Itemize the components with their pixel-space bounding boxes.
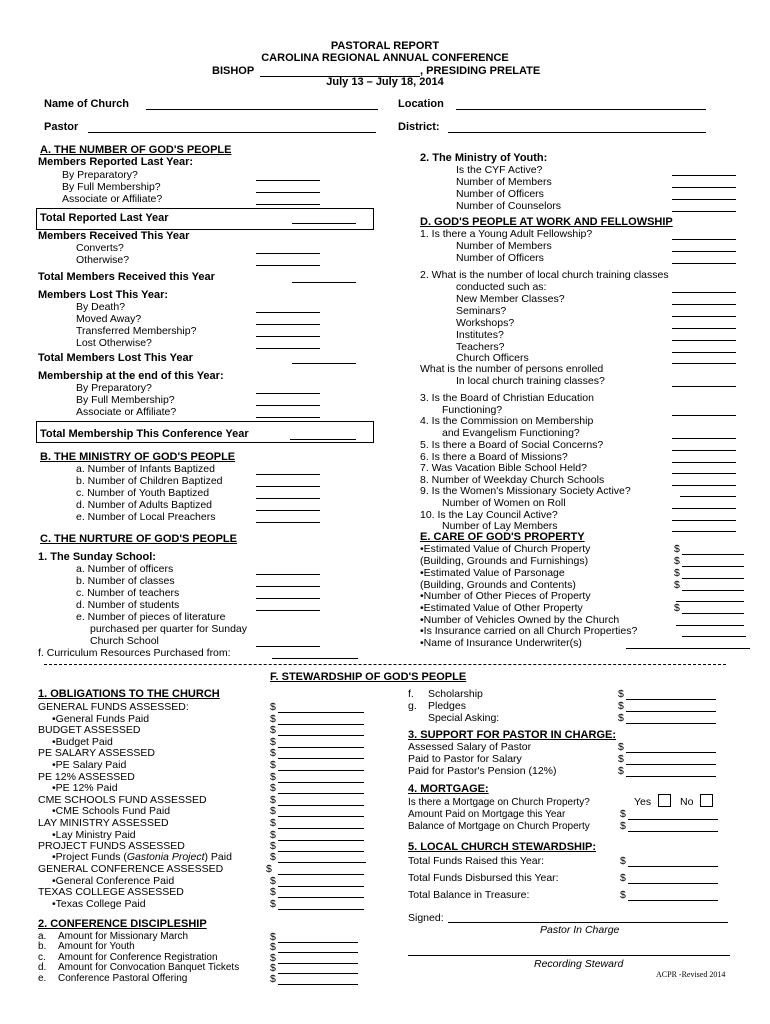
by-death-field[interactable] bbox=[256, 312, 320, 313]
no-checkbox[interactable] bbox=[700, 794, 713, 807]
discipleship-field-4[interactable] bbox=[278, 984, 358, 985]
students-label: d. Number of students bbox=[76, 599, 180, 611]
discipleship-label-0: Amount for Missionary March bbox=[58, 931, 189, 942]
church-school-label: Church School bbox=[90, 635, 159, 647]
obligation2-field-2[interactable] bbox=[278, 897, 364, 898]
obligation-field-11[interactable] bbox=[278, 840, 364, 841]
obligation-dollar-9: $ bbox=[270, 805, 276, 818]
total-conference-label: Total Membership This Conference Year bbox=[40, 428, 249, 440]
funds-disbursed-label: Total Funds Disbursed this Year: bbox=[408, 872, 559, 884]
vehicles-label: •Number of Vehicles Owned by the Church bbox=[420, 614, 620, 626]
training-teachers-field[interactable] bbox=[672, 352, 736, 353]
treasure-balance-label: Total Balance in Treasure: bbox=[408, 889, 530, 901]
otherwise-label: Otherwise? bbox=[76, 254, 130, 266]
obligation-dollar-8: $ bbox=[270, 793, 276, 806]
obligation-field-4[interactable] bbox=[278, 758, 364, 759]
pension-label: Paid for Pastor's Pension (12%) bbox=[408, 765, 557, 777]
church-property-cont-field[interactable] bbox=[682, 566, 744, 567]
pledges-dollar: $ bbox=[618, 700, 624, 712]
scholarship-field[interactable] bbox=[626, 699, 716, 700]
moved-away-label: Moved Away? bbox=[76, 313, 142, 325]
by-preparatory-end-label: By Preparatory? bbox=[76, 382, 152, 394]
obligation-label-4: PE SALARY ASSESSED bbox=[38, 747, 155, 760]
discipleship-label-3: Amount for Convocation Banquet Tickets bbox=[58, 962, 240, 974]
sunday-school-heading: 1. The Sunday School: bbox=[38, 551, 156, 563]
district-label: District: bbox=[398, 121, 440, 133]
project-funds-paid-field[interactable] bbox=[278, 862, 366, 863]
discipleship-field-3[interactable] bbox=[278, 973, 358, 974]
paid-salary-field[interactable] bbox=[626, 764, 716, 765]
adults-baptized-label: d. Number of Adults Baptized bbox=[76, 499, 212, 511]
infants-baptized-field[interactable] bbox=[256, 474, 320, 475]
funds-disbursed-dollar: $ bbox=[620, 872, 626, 884]
social-concerns-field[interactable] bbox=[672, 450, 736, 451]
seminars-field[interactable] bbox=[672, 316, 736, 317]
obligation-field-6[interactable] bbox=[278, 782, 364, 783]
special-asking-dollar: $ bbox=[618, 712, 624, 724]
ya-officers-label: Number of Officers bbox=[456, 252, 544, 264]
social-concerns-label: 5. Is there a Board of Social Concerns? bbox=[420, 439, 604, 451]
youth-members-label: Number of Members bbox=[456, 176, 552, 188]
obligation2-field-1[interactable] bbox=[278, 886, 364, 887]
by-full-membership-end-label: By Full Membership? bbox=[76, 394, 175, 406]
discipleship-heading: 2. CONFERENCE DISCIPLESHIP bbox=[38, 918, 207, 930]
obligation-label-6: PE 12% ASSESSED bbox=[38, 770, 135, 783]
obligation-field-8[interactable] bbox=[278, 805, 364, 806]
paid-salary-dollar: $ bbox=[618, 753, 624, 765]
discipleship-letter-0: a. bbox=[38, 931, 47, 942]
otherwise-field[interactable] bbox=[256, 265, 320, 266]
christian-ed-field[interactable] bbox=[672, 415, 736, 416]
obligation-label-5: •PE Salary Paid bbox=[52, 759, 127, 771]
church-officers-field[interactable] bbox=[672, 363, 736, 364]
lost-heading: Members Lost This Year: bbox=[38, 289, 169, 301]
membership-commission-cont: and Evangelism Functioning? bbox=[442, 427, 580, 439]
children-baptized-label: b. Number of Children Baptized bbox=[76, 475, 223, 487]
church-property-dollar: $ bbox=[674, 543, 680, 555]
project-funds-paid-label: •Project Funds (Gastonia Project) Paid bbox=[52, 851, 232, 863]
discipleship-dollar-2: $ bbox=[270, 951, 276, 964]
officers-label: a. Number of officers bbox=[76, 563, 174, 575]
obligation2-dollar-1: $ bbox=[270, 874, 276, 887]
insurance-field[interactable] bbox=[682, 636, 746, 637]
moved-away-field[interactable] bbox=[256, 324, 320, 325]
yes-label: Yes bbox=[634, 796, 652, 808]
obligation-field-1[interactable] bbox=[278, 724, 364, 725]
total-received-field[interactable] bbox=[292, 282, 356, 283]
women-roll-field[interactable] bbox=[672, 508, 736, 509]
total-lost-field[interactable] bbox=[292, 363, 356, 364]
insurance-label: •Is Insurance carried on all Church Properties? bbox=[420, 625, 638, 637]
ya-members-label: Number of Members bbox=[456, 240, 552, 252]
form-title: PASTORAL REPORT bbox=[330, 40, 440, 52]
enrolled-field[interactable] bbox=[672, 386, 736, 387]
scholarship-letter: f. bbox=[408, 688, 414, 700]
cyf-active-field[interactable] bbox=[672, 175, 736, 176]
associate-field[interactable] bbox=[256, 204, 320, 205]
literature-label: e. Number of pieces of literature bbox=[76, 611, 226, 623]
other-value-dollar: $ bbox=[674, 602, 680, 614]
location-field[interactable] bbox=[456, 109, 706, 110]
classes-field[interactable] bbox=[256, 586, 320, 587]
underwriter-label: •Name of Insurance Underwriter(s) bbox=[420, 637, 582, 649]
funds-raised-label: Total Funds Raised this Year: bbox=[408, 855, 544, 867]
church-name-field[interactable] bbox=[146, 109, 378, 110]
pledges-letter: g. bbox=[408, 700, 417, 712]
by-preparatory-end-field[interactable] bbox=[256, 393, 320, 394]
officers-field[interactable] bbox=[256, 574, 320, 575]
section-divider bbox=[44, 664, 726, 665]
obligation-field-10[interactable] bbox=[278, 828, 364, 829]
converts-field[interactable] bbox=[256, 253, 320, 254]
discipleship-label-4: Conference Pastoral Offering bbox=[58, 972, 188, 984]
obligation-label-11: •Lay Ministry Paid bbox=[52, 828, 136, 841]
transferred-field[interactable] bbox=[256, 336, 320, 337]
project-funds-paid-dollar: $ bbox=[270, 851, 276, 863]
discipleship-dollar-0: $ bbox=[270, 931, 276, 943]
converts-label: Converts? bbox=[76, 242, 124, 254]
youth-heading: 2. The Ministry of Youth: bbox=[420, 152, 548, 164]
church-property-label: •Estimated Value of Church Property bbox=[420, 543, 591, 555]
other-value-label: •Estimated Value of Other Property bbox=[420, 602, 583, 614]
classes-label: b. Number of classes bbox=[76, 575, 175, 587]
vbs-label: 7. Was Vacation Bible School Held? bbox=[420, 462, 587, 474]
young-adult-label: 1. Is there a Young Adult Fellowship? bbox=[420, 228, 593, 240]
obligation-label-9: •CME Schools Fund Paid bbox=[52, 805, 171, 818]
assessed-salary-label: Assessed Salary of Pastor bbox=[408, 741, 532, 753]
women-roll-label: Number of Women on Roll bbox=[442, 497, 566, 509]
location-label: Location bbox=[398, 98, 444, 110]
section-f-title: F. STEWARDSHIP OF GOD'S PEOPLE bbox=[270, 671, 467, 683]
scholarship-label: Scholarship bbox=[428, 688, 483, 700]
other-pieces-field[interactable] bbox=[676, 601, 744, 602]
vbs-field[interactable] bbox=[672, 473, 736, 474]
teachers-label: c. Number of teachers bbox=[76, 587, 180, 599]
parsonage-cont-dollar: $ bbox=[674, 579, 680, 591]
by-full-membership-field[interactable] bbox=[256, 192, 320, 193]
obligation2-dollar-3: $ bbox=[270, 897, 276, 910]
discipleship-field-0[interactable] bbox=[278, 942, 358, 943]
obligation-label-7: •PE 12% Paid bbox=[52, 782, 118, 795]
seminars-label: Seminars? bbox=[456, 305, 507, 317]
other-value-field[interactable] bbox=[682, 613, 744, 614]
discipleship-letter-1: b. bbox=[38, 941, 47, 953]
total-reported-label: Total Reported Last Year bbox=[40, 212, 169, 224]
presiding-prelate-label: , PRESIDING PRELATE bbox=[420, 65, 541, 77]
obligation-field-2[interactable] bbox=[278, 735, 364, 736]
lay-members-field[interactable] bbox=[672, 531, 736, 532]
local-preachers-label: e. Number of Local Preachers bbox=[76, 511, 216, 523]
ya-officers-field[interactable] bbox=[672, 263, 736, 264]
christian-ed-label: 3. Is the Board of Christian Education bbox=[420, 392, 594, 404]
signed-label: Signed: bbox=[408, 912, 444, 924]
reported-last-year-heading: Members Reported Last Year: bbox=[38, 156, 194, 168]
conference-name: CAROLINA REGIONAL ANNUAL CONFERENCE bbox=[261, 52, 509, 64]
obligation-dollar-4: $ bbox=[270, 747, 276, 760]
youth-counselors-field[interactable] bbox=[672, 211, 736, 212]
wms-label: 9. Is the Women's Missionary Society Active? bbox=[420, 485, 631, 497]
obligation-label-12: PROJECT FUNDS ASSESSED bbox=[38, 840, 185, 853]
section-b-title: B. THE MINISTRY OF GOD'S PEOPLE bbox=[40, 451, 236, 463]
obligation-dollar-10: $ bbox=[270, 817, 276, 829]
by-full-membership-label: By Full Membership? bbox=[62, 181, 161, 193]
obligation-field-3[interactable] bbox=[278, 747, 364, 748]
section-e-title: E. CARE OF GOD'S PROPERTY bbox=[420, 531, 585, 543]
mortgage-paid-field[interactable] bbox=[628, 819, 718, 820]
conference-dates: July 13 – July 18, 2014 bbox=[326, 76, 444, 88]
workshops-field[interactable] bbox=[672, 328, 736, 329]
discipleship-label-1: Amount for Youth bbox=[58, 941, 135, 953]
obligation-dollar-2: $ bbox=[270, 724, 276, 737]
recording-steward-caption: Recording Steward bbox=[534, 958, 624, 970]
youth-members-field[interactable] bbox=[672, 187, 736, 188]
special-asking-label: Special Asking: bbox=[428, 712, 500, 724]
no-label: No bbox=[680, 796, 694, 808]
lost-otherwise-label: Lost Otherwise? bbox=[76, 337, 152, 349]
obligation-label-8: CME SCHOOLS FUND ASSESSED bbox=[38, 793, 207, 806]
assessed-salary-field[interactable] bbox=[626, 752, 716, 753]
new-member-classes-label: New Member Classes? bbox=[456, 293, 565, 305]
church-name-label: Name of Church bbox=[44, 98, 129, 110]
weekday-schools-label: 8. Number of Weekday Church Schools bbox=[420, 474, 605, 486]
ya-members-field[interactable] bbox=[672, 251, 736, 252]
parsonage-cont-field[interactable] bbox=[682, 590, 744, 591]
associate-label: Associate or Affiliate? bbox=[62, 193, 163, 205]
steward-signature-field[interactable] bbox=[408, 955, 730, 956]
parsonage-dollar: $ bbox=[674, 567, 680, 579]
obligation2-label-2: TEXAS COLLEGE ASSESSED bbox=[38, 886, 184, 899]
training-classes-field[interactable] bbox=[672, 292, 736, 293]
funds-disbursed-field[interactable] bbox=[628, 883, 718, 884]
obligation2-label-3: •Texas College Paid bbox=[52, 897, 146, 910]
scholarship-dollar: $ bbox=[618, 688, 624, 700]
obligation-label-10: LAY MINISTRY ASSESSED bbox=[38, 817, 169, 829]
youth-counselors-label: Number of Counselors bbox=[456, 200, 562, 212]
youth-baptized-label: c. Number of Youth Baptized bbox=[76, 487, 210, 499]
total-conference-field[interactable] bbox=[290, 439, 356, 440]
obligation-dollar-6: $ bbox=[270, 770, 276, 783]
infants-baptized-label: a. Number of Infants Baptized bbox=[76, 463, 215, 475]
missions-field[interactable] bbox=[672, 462, 736, 463]
children-baptized-field[interactable] bbox=[256, 486, 320, 487]
total-reported-field[interactable] bbox=[292, 223, 356, 224]
discipleship-label-2: Amount for Conference Registration bbox=[58, 951, 218, 963]
by-preparatory-label: By Preparatory? bbox=[62, 169, 138, 181]
received-heading: Members Received This Year bbox=[38, 230, 190, 242]
lay-council-label: 10. Is the Lay Council Active? bbox=[420, 509, 558, 521]
institutes-label: Institutes? bbox=[456, 329, 504, 341]
church-property-cont-dollar: $ bbox=[674, 555, 680, 567]
obligation-label-2: BUDGET ASSESSED bbox=[38, 724, 141, 737]
training-teachers-label: Teachers? bbox=[456, 341, 505, 353]
parsonage-label: •Estimated Value of Parsonage bbox=[420, 567, 565, 579]
literature-label-cont: purchased per quarter for Sunday bbox=[90, 623, 248, 635]
obligation-dollar-12: $ bbox=[270, 840, 276, 853]
youth-officers-field[interactable] bbox=[672, 199, 736, 200]
underwriter-field[interactable] bbox=[626, 648, 750, 649]
discipleship-letter-2: c. bbox=[38, 951, 46, 963]
obligation-dollar-11: $ bbox=[270, 828, 276, 841]
church-officers-label: Church Officers bbox=[456, 352, 529, 364]
literature-field[interactable] bbox=[256, 646, 320, 647]
mortgage-balance-label: Balance of Mortgage on Church Property bbox=[408, 821, 590, 832]
other-pieces-label: •Number of Other Pieces of Property bbox=[420, 590, 591, 602]
pledges-label: Pledges bbox=[428, 700, 466, 712]
by-preparatory-field[interactable] bbox=[256, 180, 320, 181]
obligation-field-0[interactable] bbox=[278, 712, 364, 713]
associate-end-label: Associate or Affiliate? bbox=[76, 406, 177, 418]
membership-commission-label: 4. Is the Commission on Membership bbox=[420, 415, 594, 427]
funds-raised-field[interactable] bbox=[628, 866, 718, 867]
discipleship-dollar-3: $ bbox=[270, 962, 276, 975]
obligation-field-12[interactable] bbox=[278, 851, 364, 852]
associate-end-field[interactable] bbox=[256, 417, 320, 418]
bishop-label: BISHOP bbox=[212, 65, 255, 77]
transferred-label: Transferred Membership? bbox=[76, 325, 197, 337]
pastor-field[interactable] bbox=[88, 132, 376, 133]
institutes-field[interactable] bbox=[672, 340, 736, 341]
obligation2-label-0: GENERAL CONFERENCE ASSESSED bbox=[38, 863, 224, 875]
enrolled-label-cont: In local church training classes? bbox=[456, 375, 605, 387]
discipleship-letter-3: d. bbox=[38, 962, 47, 974]
parsonage-field[interactable] bbox=[682, 578, 744, 579]
training-classes-label: 2. What is the number of local church training classes bbox=[420, 269, 669, 281]
workshops-label: Workshops? bbox=[456, 317, 515, 329]
obligation-label-1: •General Funds Paid bbox=[52, 712, 150, 725]
obligation-dollar-0: $ bbox=[270, 701, 276, 713]
church-property-field[interactable] bbox=[682, 554, 744, 555]
assessed-salary-dollar: $ bbox=[618, 741, 624, 753]
mortgage-balance-field[interactable] bbox=[628, 831, 718, 832]
section-a-title: A. THE NUMBER OF GOD'S PEOPLE bbox=[40, 144, 232, 156]
obligation2-field-3[interactable] bbox=[278, 909, 364, 910]
discipleship-dollar-4: $ bbox=[270, 972, 276, 985]
obligation-label-0: GENERAL FUNDS ASSESSED: bbox=[38, 701, 189, 713]
lost-otherwise-field[interactable] bbox=[256, 348, 320, 349]
membership-end-heading: Membership at the end of this Year: bbox=[38, 370, 224, 382]
treasure-balance-field[interactable] bbox=[628, 900, 718, 901]
young-adult-field[interactable] bbox=[672, 239, 736, 240]
discipleship-field-1[interactable] bbox=[278, 952, 358, 953]
pastor-in-charge-caption: Pastor In Charge bbox=[540, 924, 620, 936]
section-d-title: D. GOD'S PEOPLE AT WORK AND FELLOWSHIP bbox=[420, 216, 673, 228]
pension-dollar: $ bbox=[618, 765, 624, 777]
mortgage-paid-label: Amount Paid on Mortgage this Year bbox=[408, 809, 566, 820]
mortgage-balance-dollar: $ bbox=[620, 820, 626, 832]
discipleship-field-2[interactable] bbox=[278, 963, 358, 964]
parsonage-cont: (Building, Grounds and Contents) bbox=[420, 579, 576, 591]
discipleship-letter-4: e. bbox=[38, 972, 47, 984]
church-property-cont: (Building, Grounds and Furnishings) bbox=[420, 555, 589, 567]
weekday-schools-field[interactable] bbox=[672, 485, 736, 486]
obligation-field-7[interactable] bbox=[278, 793, 364, 794]
adults-baptized-field[interactable] bbox=[256, 510, 320, 511]
training-classes-cont: conducted such as: bbox=[456, 281, 547, 293]
membership-commission-field[interactable] bbox=[672, 438, 736, 439]
youth-baptized-field[interactable] bbox=[256, 498, 320, 499]
lay-council-field[interactable] bbox=[672, 520, 736, 521]
pastor-label: Pastor bbox=[44, 121, 79, 133]
district-field[interactable] bbox=[448, 132, 706, 133]
obligation-dollar-1: $ bbox=[270, 712, 276, 725]
local-stewardship-heading: 5. LOCAL CHURCH STEWARDSHIP: bbox=[408, 841, 597, 853]
funds-raised-dollar: $ bbox=[620, 855, 626, 867]
missions-label: 6. Is there a Board of Missions? bbox=[420, 451, 568, 463]
special-asking-field[interactable] bbox=[626, 723, 716, 724]
obligation-field-5[interactable] bbox=[278, 770, 364, 771]
total-received-label: Total Members Received this Year bbox=[38, 271, 215, 283]
by-death-label: By Death? bbox=[76, 301, 126, 313]
obligation-field-9[interactable] bbox=[278, 816, 364, 817]
cyf-active-label: Is the CYF Active? bbox=[456, 164, 543, 176]
local-preachers-field[interactable] bbox=[256, 522, 320, 523]
paid-salary-label: Paid to Pastor for Salary bbox=[408, 753, 522, 765]
mortgage-heading: 4. MORTGAGE: bbox=[408, 783, 489, 795]
teachers-field[interactable] bbox=[256, 598, 320, 599]
obligation2-field-0[interactable] bbox=[278, 874, 364, 875]
students-field[interactable] bbox=[256, 610, 320, 611]
obligation2-dollar-2: $ bbox=[270, 886, 276, 899]
obligation-label-3: •Budget Paid bbox=[52, 735, 113, 748]
treasure-balance-dollar: $ bbox=[620, 889, 626, 901]
youth-officers-label: Number of Officers bbox=[456, 188, 544, 200]
yes-checkbox[interactable] bbox=[658, 794, 671, 807]
pension-field[interactable] bbox=[626, 776, 716, 777]
christian-ed-cont: Functioning? bbox=[442, 404, 503, 416]
mortgage-paid-dollar: $ bbox=[620, 808, 626, 820]
wms-field[interactable] bbox=[680, 496, 736, 497]
obligation-dollar-7: $ bbox=[270, 782, 276, 795]
mortgage-question: Is there a Mortgage on Church Property? bbox=[408, 797, 590, 808]
obligation-dollar-5: $ bbox=[270, 759, 276, 771]
discipleship-dollar-1: $ bbox=[270, 941, 276, 954]
curriculum-label: f. Curriculum Resources Purchased from: bbox=[38, 647, 231, 659]
obligation2-dollar-0: $ bbox=[266, 863, 272, 875]
by-full-membership-end-field[interactable] bbox=[256, 405, 320, 406]
new-member-classes-field[interactable] bbox=[672, 304, 736, 305]
obligations-heading: 1. OBLIGATIONS TO THE CHURCH bbox=[38, 688, 220, 700]
obligation2-label-1: •General Conference Paid bbox=[52, 874, 175, 887]
support-heading: 3. SUPPORT FOR PASTOR IN CHARGE: bbox=[408, 729, 617, 741]
pastor-signature-field[interactable] bbox=[448, 922, 728, 923]
obligation-dollar-3: $ bbox=[270, 735, 276, 748]
vehicles-field[interactable] bbox=[676, 625, 744, 626]
total-lost-label: Total Members Lost This Year bbox=[38, 352, 193, 364]
lay-members-label: Number of Lay Members bbox=[442, 520, 558, 532]
pledges-field[interactable] bbox=[626, 711, 716, 712]
section-c-title: C. THE NURTURE OF GOD'S PEOPLE bbox=[40, 533, 237, 545]
enrolled-label: What is the number of persons enrolled bbox=[420, 363, 604, 375]
revision-note: ACPR -Revised 2014 bbox=[656, 970, 726, 979]
curriculum-field[interactable] bbox=[272, 658, 358, 659]
